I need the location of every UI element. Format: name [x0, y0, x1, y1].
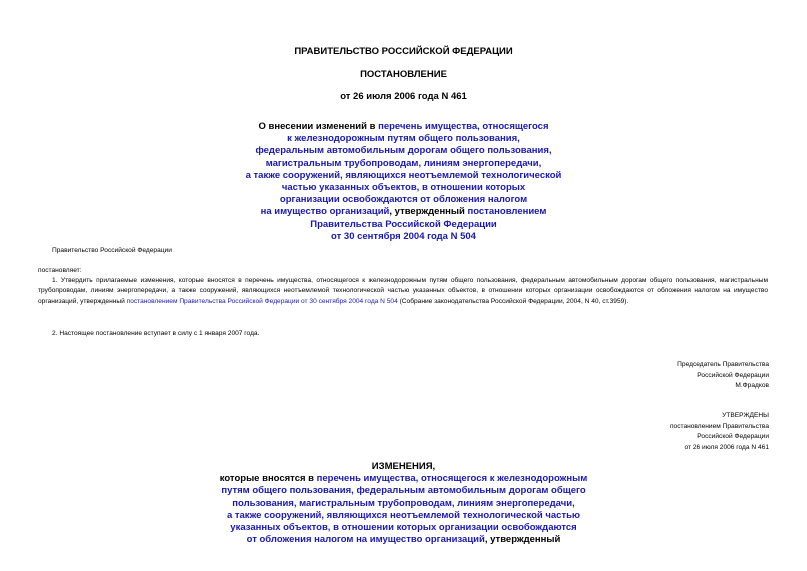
- approved-block: [670, 411, 769, 453]
- title-line-6[interactable]: частью указанных объектов, в отношении которых: [281, 182, 526, 194]
- document-date: от 26 июля 2006 года N 461: [340, 91, 467, 102]
- title-line-3[interactable]: федеральным автомобильным дорогам общего пользования,: [255, 145, 552, 157]
- approved-line-4: от 26 июля 2006 года N 461: [684, 443, 769, 451]
- title-line-2[interactable]: к железнодорожным путям общего пользования,: [287, 133, 520, 145]
- title-link-list[interactable]: перечень имущества, относящегося: [378, 121, 549, 132]
- signature-block: [677, 360, 769, 392]
- title-line-8a[interactable]: на имущество организаций: [260, 206, 390, 218]
- changes-block: [0, 461, 807, 546]
- title-link-resolution[interactable]: постановлением: [467, 206, 547, 218]
- decrees-text: постановляет:: [38, 267, 82, 274]
- signature-line-2: Российской Федерации: [697, 371, 769, 379]
- paragraph-1-text-a: 1. Утвердить прилагаемые изменения, которые вносятся в перечень имущества, относящегося к железнодорожным путям общего пользования, федеральным автомобильным дорогам общего пользования, магистральным трубопроводам, линиям энергопередачи, а также сооружений, являющихся неотъемлемой технологической частью указанных объектов, в отношении которых организации освобождаются от обложения налогом на имущество организаций, утвержденный: [38, 277, 768, 305]
- changes-line-4[interactable]: а также сооружений, являющихся неотъемлемой технологической частью: [226, 509, 581, 521]
- issuer-text: Правительство Российской Федерации: [52, 247, 172, 254]
- approved-line-1: УТВЕРЖДЕНЫ: [722, 412, 769, 419]
- title-line-8b: , утвержденный: [389, 206, 468, 218]
- title-line-5[interactable]: а также сооружений, являющихся неотъемлемой технологической: [245, 169, 562, 181]
- paragraph-1-text-b: (Собрание законодательства Российской Федерации, 2004, N 40, ст.3959).: [397, 297, 629, 305]
- changes-heading: ИЗМЕНЕНИЯ,: [371, 461, 436, 472]
- title-line-4[interactable]: магистральным трубопроводам, линиям энергопередачи,: [265, 157, 542, 169]
- changes-line-2[interactable]: путям общего пользования, федеральным автомобильным дорогам общего: [221, 485, 586, 497]
- approved-line-2: постановлением Правительства: [669, 422, 769, 430]
- title-line-1a: О внесении изменений в: [258, 121, 379, 132]
- title-line-9[interactable]: Правительства Российской Федерации: [310, 218, 497, 230]
- document-type: ПОСТАНОВЛЕНИЕ: [360, 69, 447, 80]
- title-line-7[interactable]: организации освобождаются от обложения налогом: [279, 194, 528, 206]
- changes-link-list[interactable]: перечень имущества, относящегося к железнодорожным: [316, 473, 588, 485]
- government-heading: ПРАВИТЕЛЬСТВО РОССИЙСКОЙ ФЕДЕРАЦИИ: [294, 46, 513, 57]
- changes-line-3[interactable]: пользования, магистральным трубопроводам, линиям энергопередачи,: [232, 497, 575, 509]
- signature-line-1: Председатель Правительства: [677, 361, 769, 368]
- paragraph-2: 2. Настоящее постановление вступает в силу с 1 января 2007 года.: [52, 330, 260, 337]
- document-title: [0, 121, 807, 243]
- paragraph-1: [38, 276, 768, 307]
- approved-line-3: Российской Федерации: [697, 433, 769, 441]
- changes-line-6b: , утвержденный: [484, 534, 561, 546]
- changes-line-5[interactable]: указанных объектов, в отношении которых организации освобождаются: [230, 522, 577, 534]
- title-line-10[interactable]: от 30 сентября 2004 года N 504: [331, 230, 476, 242]
- signature-line-3: М.Фрадков: [735, 382, 769, 390]
- paragraph-1-link[interactable]: постановлением Правительства Российской Федерации от 30 сентября 2004 года N 504: [126, 297, 398, 305]
- changes-line-1a: которые вносятся в: [219, 473, 317, 485]
- changes-line-6a[interactable]: от обложения налогом на имущество организаций: [246, 534, 485, 546]
